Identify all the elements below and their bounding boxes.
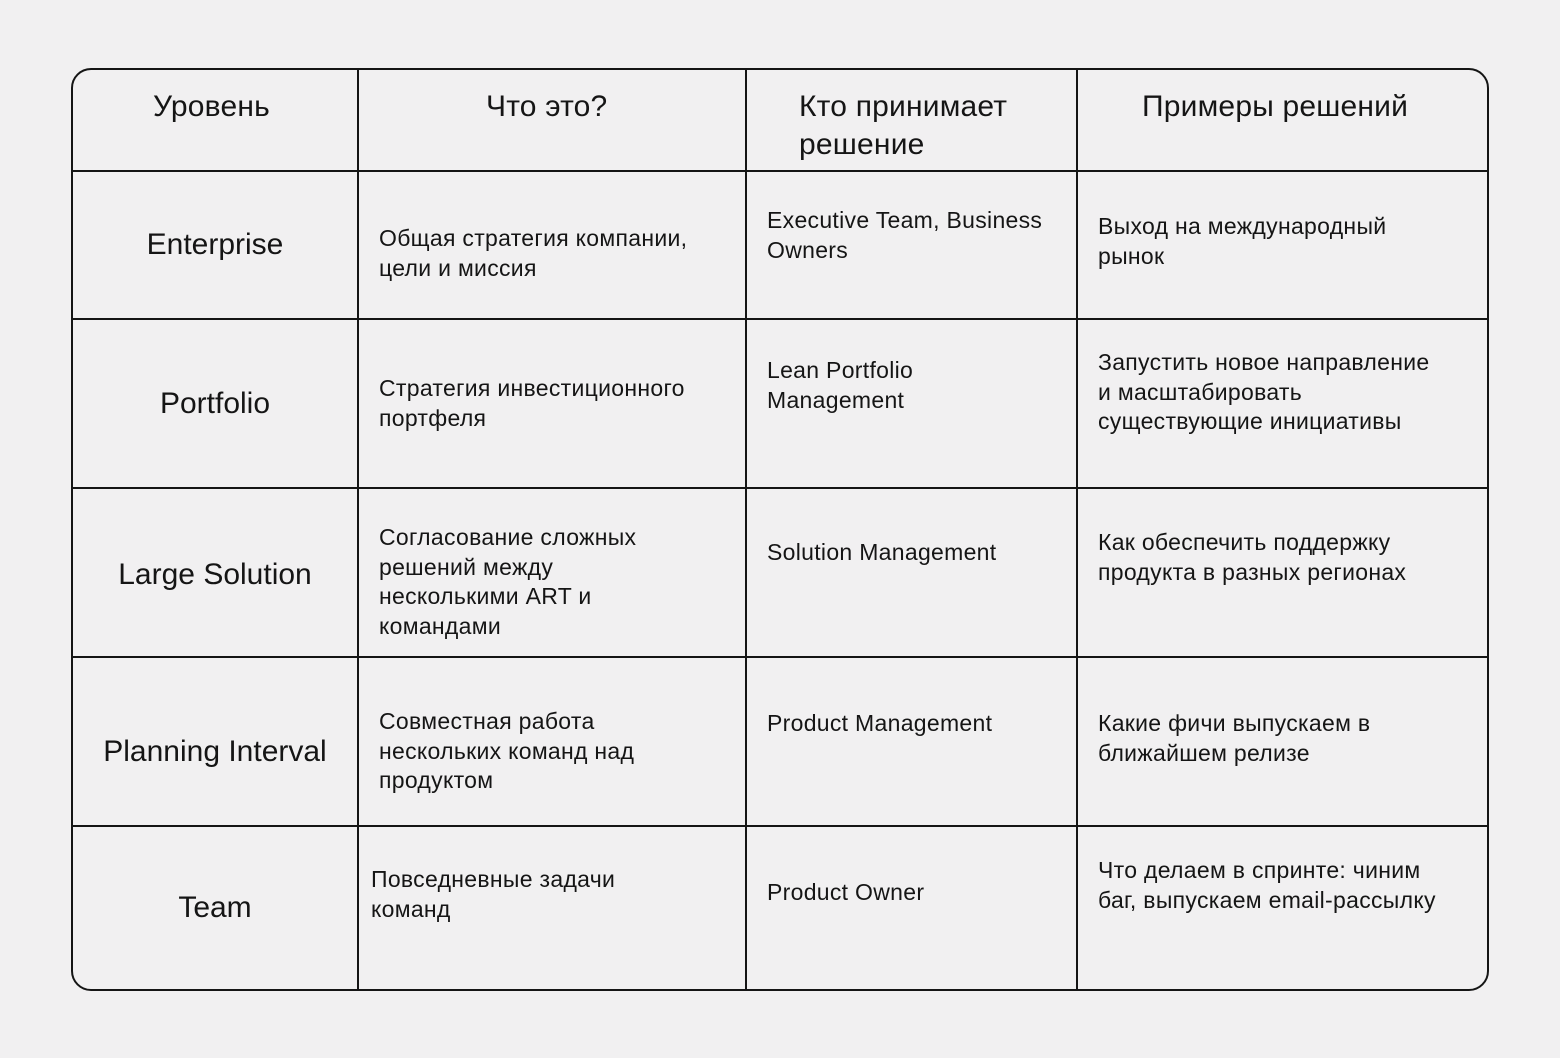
what-planning-interval: Совместная работа нескольких команд над продуктом xyxy=(379,708,635,793)
table-row-examples-cell xyxy=(1078,320,1487,489)
table-row-what-cell xyxy=(359,658,747,827)
table-row-level-cell xyxy=(73,658,359,827)
header-what: Что это? xyxy=(486,90,608,123)
what-portfolio: Стратегия инвестиционного портфеля xyxy=(379,375,685,431)
level-large-solution: Large Solution xyxy=(118,558,312,591)
level-enterprise: Enterprise xyxy=(146,228,284,261)
header-cell-what xyxy=(359,70,747,172)
who-team: Product Owner xyxy=(767,879,925,905)
header-examples: Примеры решений xyxy=(1142,90,1409,123)
level-portfolio: Portfolio xyxy=(159,386,271,420)
header-level: Уровень xyxy=(153,90,270,123)
table-row-who-cell xyxy=(747,658,1078,827)
what-enterprise: Общая стратегия компании, цели и миссия xyxy=(379,225,688,281)
header-cell-examples xyxy=(1078,70,1487,172)
examples-enterprise: Выход на международный рынок xyxy=(1098,213,1387,269)
what-large-solution: Согласование сложных решений между несколькими ART и командами xyxy=(379,524,637,639)
table-row-level-cell xyxy=(73,827,359,989)
table-row-who-cell xyxy=(747,827,1078,989)
table-row-level-cell xyxy=(73,489,359,658)
table-row-what-cell xyxy=(359,172,747,320)
header-cell-level xyxy=(73,70,359,172)
who-portfolio: Lean Portfolio Management xyxy=(767,357,914,413)
table-row-examples-cell xyxy=(1078,658,1487,827)
who-planning-interval: Product Management xyxy=(767,710,993,736)
level-planning-interval: Planning Interval xyxy=(103,735,327,768)
table-row-examples-cell xyxy=(1078,827,1487,989)
table-row-who-cell xyxy=(747,489,1078,658)
table-row-examples-cell xyxy=(1078,489,1487,658)
table-row-who-cell xyxy=(747,320,1078,489)
table-row-who-cell xyxy=(747,172,1078,320)
table-row-level-cell xyxy=(73,320,359,489)
examples-team: Что делаем в спринте: чиним баг, выпускаем email-рассылку xyxy=(1098,857,1436,913)
who-enterprise: Executive Team, Business Owners xyxy=(767,207,1043,263)
who-large-solution: Solution Management xyxy=(767,539,997,565)
header-cell-who xyxy=(747,70,1078,172)
table-row-level-cell xyxy=(73,172,359,320)
what-team: Повседневные задачи команд xyxy=(371,866,616,922)
header-who: Кто принимает решение xyxy=(799,90,1008,161)
examples-large-solution: Как обеспечить поддержку продукта в разных регионах xyxy=(1098,529,1407,585)
table-grid xyxy=(73,70,1487,989)
table-row-examples-cell xyxy=(1078,172,1487,320)
table-row-what-cell xyxy=(359,489,747,658)
examples-planning-interval: Какие фичи выпускаем в ближайшем релизе xyxy=(1098,710,1371,766)
examples-portfolio: Запустить новое направление и масштабировать существующие инициативы xyxy=(1098,349,1430,434)
levels-table xyxy=(71,68,1489,991)
table-row-what-cell xyxy=(359,320,747,489)
level-team: Team xyxy=(178,891,252,924)
table-row-what-cell xyxy=(359,827,747,989)
